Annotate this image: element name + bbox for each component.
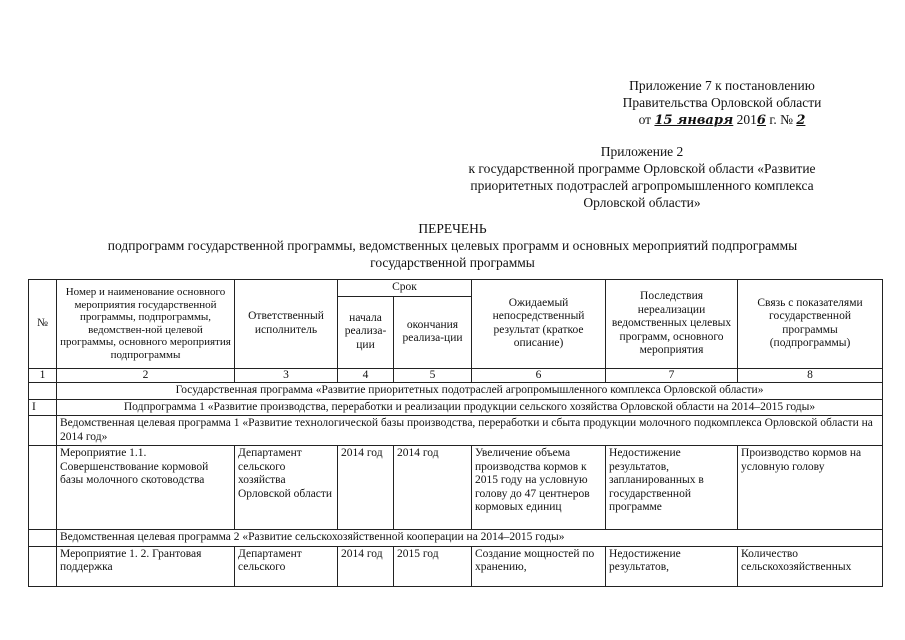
event2-end: 2015 год (394, 546, 472, 586)
column-numbers-row (29, 368, 883, 383)
empty-cell (29, 416, 57, 446)
event2-result: Создание мощностей по хранению, (472, 546, 606, 586)
col-number: 1 (29, 368, 57, 383)
event1-row (29, 446, 883, 530)
event2-consequences: Недостижение результатов, (606, 546, 738, 586)
title-sub2: государственной программы (370, 255, 535, 270)
document-title (0, 220, 905, 271)
event1-link: Производство кормов на условную голову (738, 446, 883, 530)
appendix-7-date-line (587, 111, 857, 129)
vcp1-row (29, 416, 883, 446)
vcp2-row (29, 530, 883, 547)
event1-name: Мероприятие 1.1. Совершенствование кормовой базы молочного скотоводства (57, 446, 235, 530)
year-prefix: 201 (736, 112, 757, 127)
appendix-2-line3: приоритетных подотраслей агропромышленного комплекса (470, 178, 814, 193)
subprogram-row (29, 399, 883, 416)
appendix-2-line2: к государственной программе Орловской области «Развитие (468, 161, 816, 176)
event2-link: Количество сельскохозяйственных (738, 546, 883, 586)
event1-executor: Департамент сельского хозяйства Орловской области (235, 446, 338, 530)
empty-cell (29, 546, 57, 586)
empty-cell (29, 383, 57, 400)
header-num: № (29, 280, 57, 369)
col-number: 8 (738, 368, 883, 383)
header-end: окончания реализа-ции (394, 296, 472, 368)
handwritten-year: 6 (756, 113, 766, 128)
appendix-7-line1: Приложение 7 к постановлению (629, 78, 815, 93)
empty-cell (29, 446, 57, 530)
appendix-7-header (587, 77, 857, 129)
header-name: Номер и наименование основного мероприятия государственной программы, подпрограммы, ведомствен-ной целевой программы, основного мероприятия подпрограммы (57, 280, 235, 369)
event2-row (29, 546, 883, 586)
event2-start: 2014 год (338, 546, 394, 586)
header-term: Срок (338, 280, 472, 297)
event2-name: Мероприятие 1. 2. Грантовая поддержка (57, 546, 235, 586)
program-list-table (28, 279, 883, 587)
event1-end: 2014 год (394, 446, 472, 530)
event1-result: Увеличение объема производства кормов к 2015 году на условную голову до 47 центнеров кормовых единиц (472, 446, 606, 530)
col-number: 5 (394, 368, 472, 383)
event1-consequences: Недостижение результатов, запланированных в государственной программе (606, 446, 738, 530)
handwritten-date: 15 января (654, 113, 734, 128)
header-consequences: Последствия нереализации ведомственных целевых программ, основного мероприятия (606, 280, 738, 369)
program-title: Государственная программа «Развитие приоритетных подотраслей агропромышленного комплекса Орловской области» (57, 383, 883, 400)
col-number: 4 (338, 368, 394, 383)
appendix-2-line4: Орловской области» (583, 195, 701, 210)
header-result: Ожидаемый непосредственный результат (краткое описание) (472, 280, 606, 369)
appendix-2-header (427, 143, 857, 211)
appendix-2-line1: Приложение 2 (600, 144, 684, 159)
title-sub1: подпрограмм государственной программы, ведомственных целевых программ и основных мероприятий подпрограммы (107, 238, 798, 253)
vcp1-title: Ведомственная целевая программа 1 «Развитие технологической базы производства, переработки и сбыта продукции молочного подкомплекса Орловской области на 2014 год» (57, 416, 883, 446)
subprogram-num: I (29, 399, 57, 416)
event2-executor: Департамент сельского (235, 546, 338, 586)
handwritten-number: 2 (796, 113, 806, 128)
col-number: 7 (606, 368, 738, 383)
empty-cell (29, 530, 57, 547)
col-number: 2 (57, 368, 235, 383)
vcp2-title: Ведомственная целевая программа 2 «Развитие сельскохозяйственной кооперации на 2014–2015 годы» (57, 530, 883, 547)
header-start: начала реализа-ции (338, 296, 394, 368)
header-executor: Ответственный исполнитель (235, 280, 338, 369)
title-main: ПЕРЕЧЕНЬ (418, 221, 487, 236)
col-number: 3 (235, 368, 338, 383)
subprogram-title: Подпрограмма 1 «Развитие производства, переработки и реализации продукции сельского хозяйства Орловской области на 2014–2015 годы» (57, 399, 883, 416)
program-row (29, 383, 883, 400)
header-row-1 (29, 280, 883, 297)
appendix-7-line2: Правительства Орловской области (622, 95, 822, 110)
date-from-label: от (638, 112, 652, 127)
col-number: 6 (472, 368, 606, 383)
event1-start: 2014 год (338, 446, 394, 530)
number-label: г. № (769, 112, 793, 127)
header-link: Связь с показателями государственной программы (подпрограммы) (738, 280, 883, 369)
